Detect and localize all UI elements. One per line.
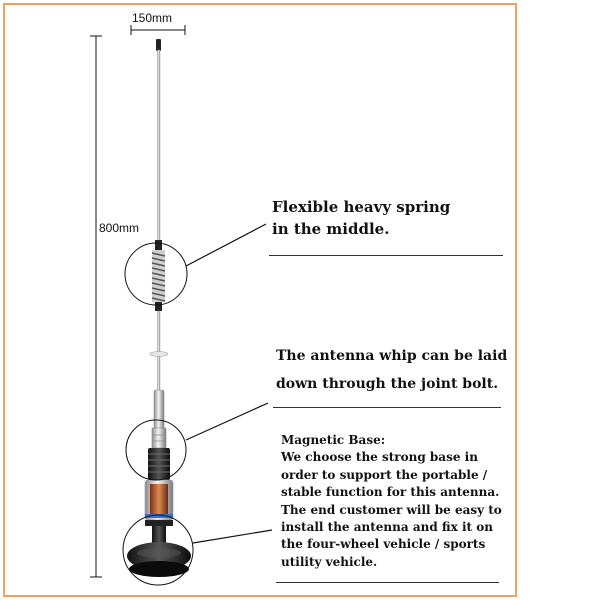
upper-whip-rod [158,50,161,240]
base-caption-line-7: utility vehicle. [281,554,378,569]
base-pointer-line [193,530,272,543]
height-dimension-line [90,36,102,577]
base-caption-underline [276,582,499,583]
height-dimension-label: 800mm [99,221,140,235]
base-caption-line-2: order to support the portable / [281,467,488,482]
base-caption-line-1: We choose the strong base in [281,450,478,465]
rod-collar [150,352,168,357]
threaded-connector [148,448,170,480]
spring-caption-line-2: in the middle. [272,220,390,238]
spring-caption [272,196,450,240]
joint-caption [276,342,507,398]
lower-whip-rod [158,311,161,391]
base-caption-line-6: the four-wheel vehicle / sports [281,537,486,552]
base-caption-line-5: install the antenna and fix it on [281,520,493,535]
spring-pointer-line [186,224,266,266]
joint-caption-line-1: The antenna whip can be laid [276,348,508,364]
joint-caption-line-2: down through the joint bolt. [276,376,499,392]
joint-caption-underline [273,407,501,408]
base-caption [281,432,502,571]
base-caption-line-4: The end customer will be easy to [281,502,502,517]
width-dimension-label: 150mm [132,11,173,25]
heavy-spring [152,240,165,311]
joint-pointer-line [186,403,268,440]
spring-caption-underline [269,255,503,256]
magnetic-base [127,526,191,577]
spring-caption-line-1: Flexible heavy spring [272,198,451,216]
joint-bolt [152,390,166,448]
base-caption-line-3: stable function for this antenna. [281,485,500,500]
whip-tip [156,39,161,51]
loading-coil-housing [145,480,173,526]
width-dimension-line [131,25,185,35]
base-caption-title: Magnetic Base: [281,433,386,447]
